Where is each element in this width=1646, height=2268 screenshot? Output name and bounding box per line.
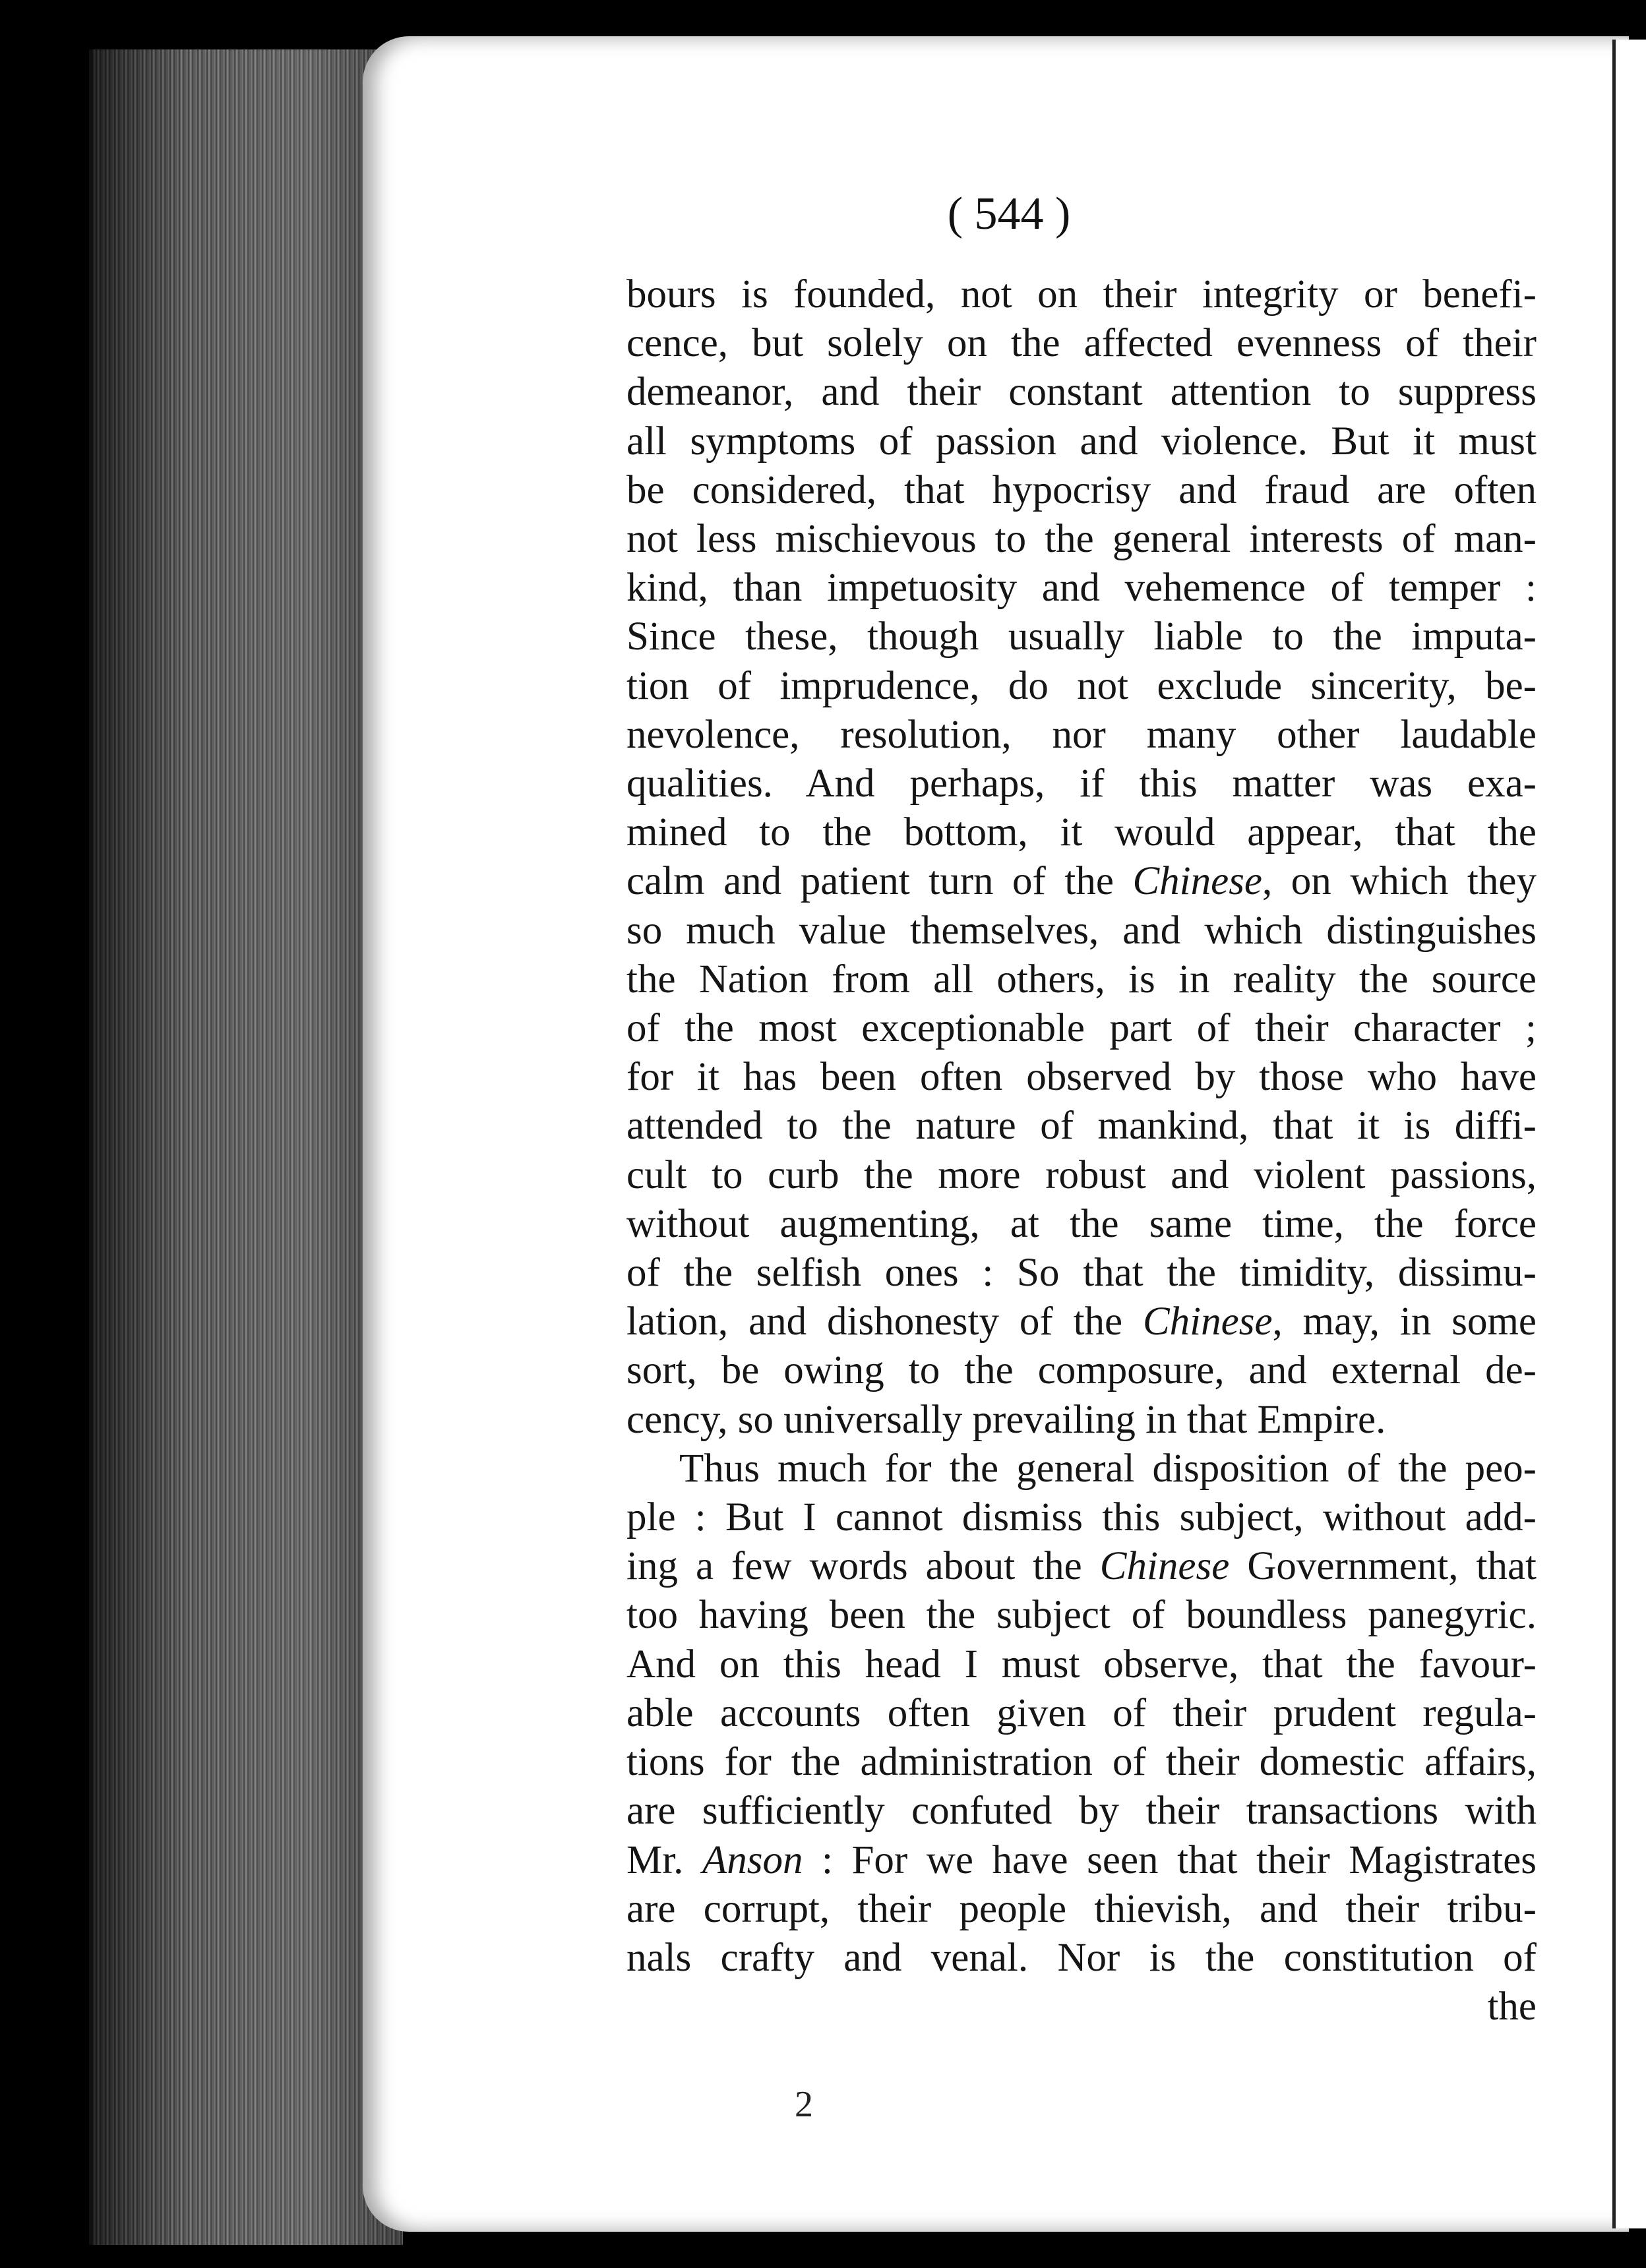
text-line: ing a few words about the Chinese Government, that [626,1544,1537,1589]
text-line: Thus much for the general disposition of the peo- [679,1446,1537,1491]
text-line: cency, so universally prevailing in that Empire. [626,1397,1386,1442]
page-number: ( 544 ) [947,189,1071,239]
text-line: without augmenting, at the same time, the force [626,1201,1537,1246]
text-line: sort, be owing to the composure, and external de- [626,1348,1537,1393]
text-line: lation, and dishonesty of the Chinese, may, in some [626,1299,1537,1344]
text-line: of the selfish ones : So that the timidity, dissimu- [626,1251,1537,1296]
text-line: are corrupt, their people thievish, and their tribu- [626,1886,1537,1931]
book [63,36,1646,2258]
text-line: be considered, that hypocrisy and fraud are often [626,467,1537,512]
text-line: calm and patient turn of the Chinese, on which they [626,859,1537,904]
text-line: of the most exceptionable part of their character ; [626,1006,1537,1051]
facing-page-edge [1612,40,1646,2228]
text-line: ple : But I cannot dismiss this subject, without add- [626,1495,1537,1540]
text-line: Mr. Anson : For we have seen that their Magistrates [626,1837,1537,1882]
text-line: so much value themselves, and which distinguishes [626,908,1537,953]
text-line: qualities. And perhaps, if this matter was exa- [626,761,1537,806]
text-line: the Nation from all others, is in reality the source [626,957,1537,1001]
text-line: bours is founded, not on their integrity or benefi- [626,272,1537,316]
text-line: nals crafty and venal. Nor is the constitution of [626,1935,1537,1980]
text-line: cence, but solely on the affected evenness of their [626,321,1537,366]
text-line: attended to the nature of mankind, that it is diffi- [626,1104,1537,1149]
book-page [363,36,1629,2232]
text-line: cult to curb the more robust and violent passions, [626,1152,1537,1197]
text-line: And on this head I must observe, that the favour- [626,1642,1537,1686]
text-line: mined to the bottom, it would appear, that the [626,810,1537,855]
text-line: are sufficiently confuted by their transactions with [626,1789,1537,1834]
text-line: tion of imprudence, do not exclude sincerity, be- [626,663,1537,708]
text-line: too having been the subject of boundless panegyric. [626,1593,1537,1638]
text-line: Since these, though usually liable to the imputa- [626,614,1537,659]
signature-mark: 2 [795,2084,813,2125]
text-line: tions for the administration of their domestic affairs, [626,1740,1537,1785]
text-line: for it has been often observed by those who have [626,1055,1537,1100]
text-line: demeanor, and their constant attention to suppress [626,370,1537,415]
text-line: nevolence, resolution, nor many other laudable [626,712,1537,757]
body-text [626,270,1537,2031]
text-line: not less mischievous to the general interests of man- [626,517,1537,562]
text-line: able accounts often given of their prudent regula- [626,1690,1537,1735]
catchword: the [1487,1984,1537,2029]
page-edges [89,49,403,2245]
text-line: all symptoms of passion and violence. But it must [626,419,1537,463]
text-line: kind, than impetuosity and vehemence of temper : [626,566,1537,611]
